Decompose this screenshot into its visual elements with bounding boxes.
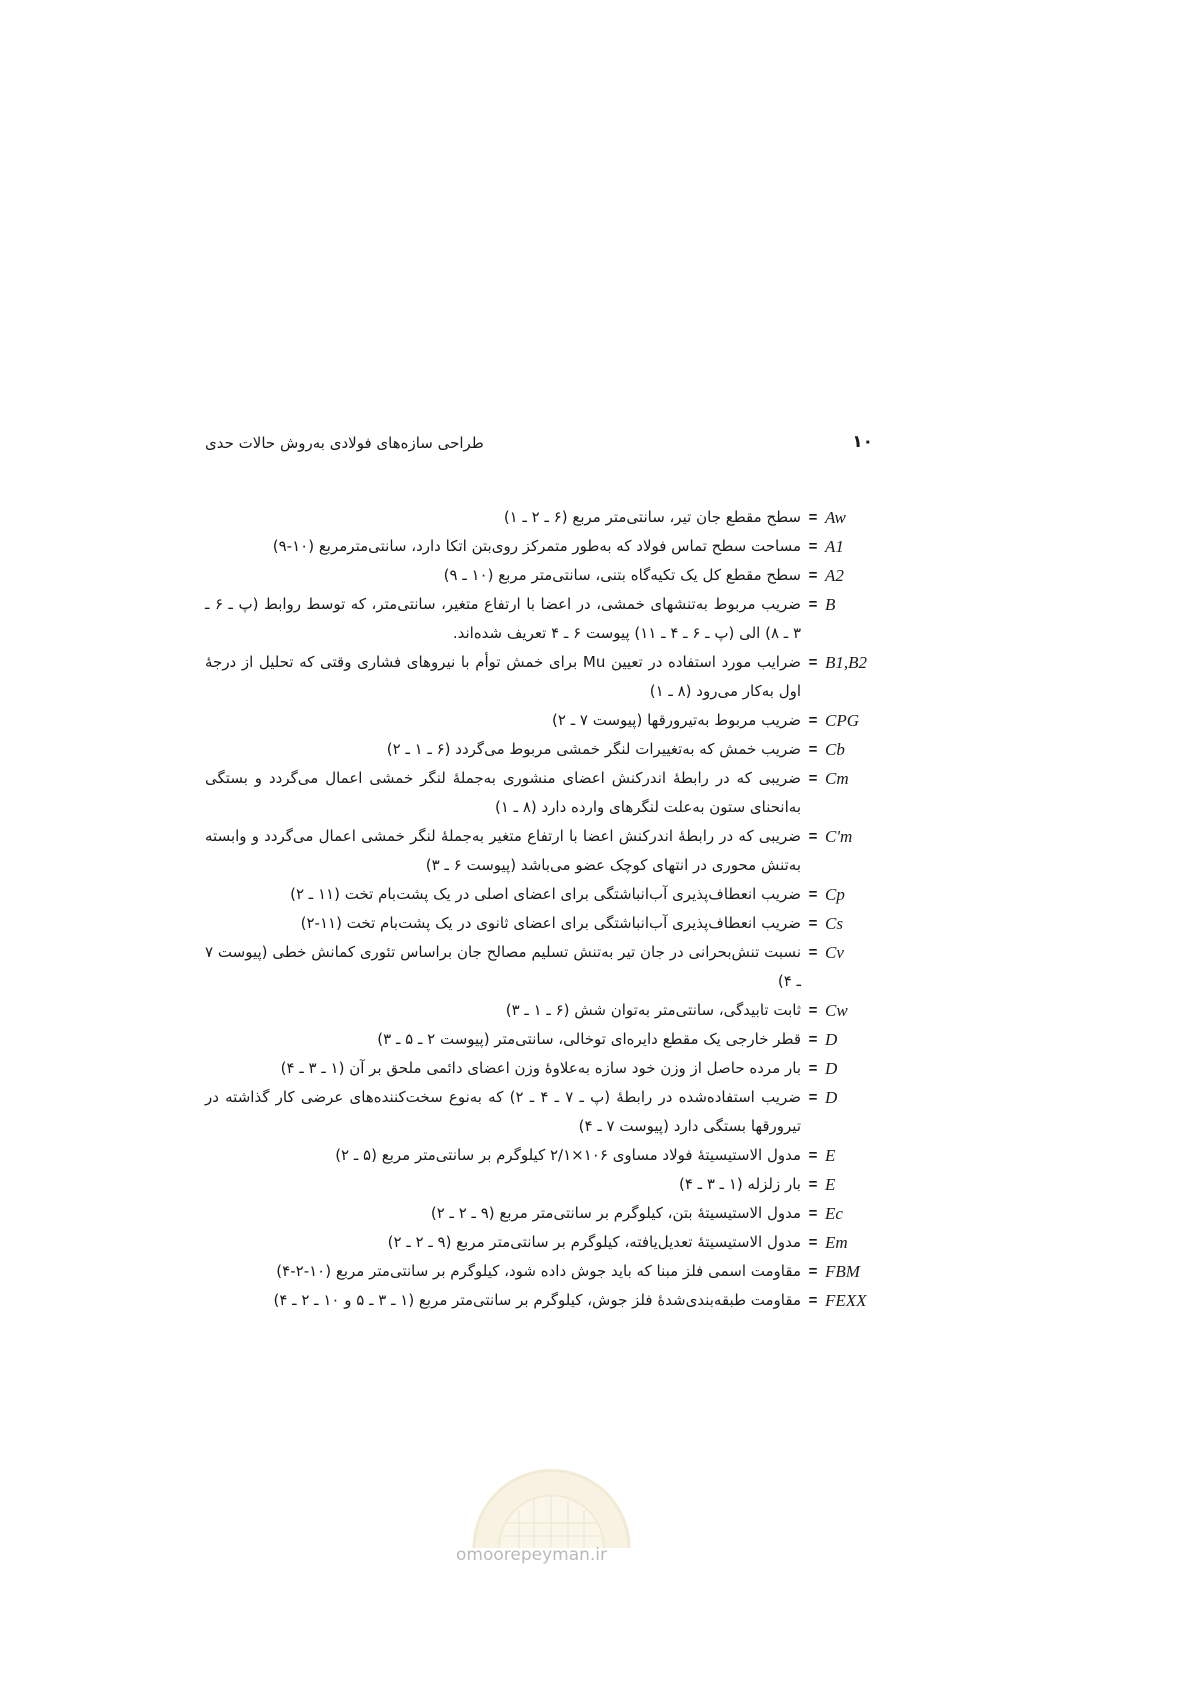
equals-sign: = xyxy=(808,886,818,903)
equals-sign: = xyxy=(808,1089,818,1106)
equals-sign: = xyxy=(808,538,818,555)
equals-sign: = xyxy=(808,1031,818,1048)
symbol-name: Cs xyxy=(825,914,843,933)
symbol-definition: مدول الاستیسیتهٔ بتن، کیلوگرم بر سانتی‌متر مربع (۹ ـ ۲ ـ ۲) xyxy=(430,1204,801,1222)
symbol-name: Cv xyxy=(825,943,844,962)
symbol-entry xyxy=(205,822,875,880)
symbol-entry xyxy=(205,938,875,996)
symbol-list xyxy=(205,503,875,1315)
symbol-entry xyxy=(205,1170,875,1199)
symbol-definition: ضرایب مورد استفاده در تعیین Mu برای خمش توأم با نیروهای فشاری وقتی که تحلیل از درجهٔ اول به‌کار می‌رود (۸ ـ ۱) xyxy=(205,653,801,700)
symbol-name: CPG xyxy=(825,711,859,730)
symbol-name: B1,B2 xyxy=(825,653,868,672)
symbol-entry xyxy=(205,1083,875,1141)
equals-sign: = xyxy=(808,712,818,729)
symbol-entry xyxy=(205,1286,875,1315)
symbol-definition: سطح مقطع کل یک تکیه‌گاه بتنی، سانتی‌متر مربع (۱۰ ـ ۹) xyxy=(443,566,801,584)
symbol-entry xyxy=(205,764,875,822)
symbol-entry xyxy=(205,880,875,909)
symbol-definition: مقاومت طبقه‌بندی‌شدهٔ فلز جوش، کیلوگرم بر سانتی‌متر مربع (۱ ـ ۳ ـ ۵ و ۱۰ ـ ۲ ـ ۴) xyxy=(273,1291,801,1309)
symbol-name: Cw xyxy=(825,1001,848,1020)
symbol-name: D xyxy=(825,1030,838,1049)
symbol-definition: نسبت تنش‌بحرانی در جان تیر به‌تنش تسلیم مصالح جان براساس تئوری کمانش خطی (پیوست ۷ ـ ۴) xyxy=(205,943,801,990)
page-header xyxy=(205,432,875,460)
symbol-name: D xyxy=(825,1059,838,1078)
symbol-name: FBM xyxy=(825,1262,860,1281)
symbol-name: D xyxy=(825,1088,838,1107)
equals-sign: = xyxy=(808,509,818,526)
symbol-entry xyxy=(205,996,875,1025)
symbol-name: Aw xyxy=(825,508,846,527)
equals-sign: = xyxy=(808,1176,818,1193)
symbol-entry xyxy=(205,1054,875,1083)
symbol-definition: ضریب مربوط به‌تنشهای خمشی، در اعضا با ارتفاع متغیر، سانتی‌متر، که توسط روابط (پ ـ ۶ ـ ۳ ـ ۸) الی (پ ـ ۶ ـ ۴ ـ ۱۱) پیوست ۶ ـ ۴ تعریف شده‌اند. xyxy=(205,595,802,642)
symbol-entry xyxy=(205,1257,875,1286)
equals-sign: = xyxy=(808,944,818,961)
page-number: ۱۰ xyxy=(852,432,873,452)
symbol-definition: قطر خارجی یک مقطع دایره‌ای توخالی، سانتی‌متر (پیوست ۲ ـ ۵ ـ ۳) xyxy=(377,1030,801,1048)
watermark-url: omoorepeyman.ir xyxy=(456,1545,608,1565)
symbol-entry xyxy=(205,1141,875,1170)
symbol-name: Cb xyxy=(825,740,845,759)
symbol-name: Em xyxy=(825,1233,848,1252)
symbol-name: E xyxy=(825,1146,836,1165)
equals-sign: = xyxy=(808,567,818,584)
symbol-entry xyxy=(205,909,875,938)
symbol-definition: مدول الاستیسیتهٔ تعدیل‌یافته، کیلوگرم بر سانتی‌متر مربع (۹ ـ ۲ ـ ۲) xyxy=(387,1233,801,1251)
symbol-entry xyxy=(205,648,875,706)
symbol-name: A1 xyxy=(825,537,844,556)
symbol-definition: ضریبی که در رابطهٔ اندرکنش اعضای منشوری به‌جملهٔ لنگر خمشی اعمال می‌گردد و بستگی به‌انحنای ستون به‌علت لنگرهای وارده دارد (۸ ـ ۱) xyxy=(205,769,801,816)
symbol-name: B xyxy=(825,595,836,614)
running-title: طراحی سازه‌های فولادی به‌روش حالات حدی xyxy=(205,434,484,452)
equals-sign: = xyxy=(808,1002,818,1019)
symbol-definition: ثابت تابیدگی، سانتی‌متر به‌توان شش (۶ ـ ۱ ـ ۳) xyxy=(505,1001,801,1019)
equals-sign: = xyxy=(808,915,818,932)
symbol-definition: ضریب خمش که به‌تغییرات لنگر خمشی مربوط می‌گردد (۶ ـ ۱ ـ ۲) xyxy=(386,740,801,758)
symbol-entry xyxy=(205,735,875,764)
symbol-entry xyxy=(205,706,875,735)
symbol-definition: مقاومت اسمی فلز مبنا که باید جوش داده شود، کیلوگرم بر سانتی‌متر مربع (۱۰-۲-۴) xyxy=(276,1262,801,1280)
symbol-name: E xyxy=(825,1175,836,1194)
symbol-definition: ضریبی که در رابطهٔ اندرکنش اعضا با ارتفاع متغیر به‌جملهٔ لنگر خمشی اعمال می‌گردد و وابسته به‌تنش محوری در انتهای کوچک عضو می‌باشد (پیوست ۶ ـ ۳) xyxy=(205,827,801,874)
symbol-entry xyxy=(205,532,875,561)
equals-sign: = xyxy=(808,654,818,671)
equals-sign: = xyxy=(808,1205,818,1222)
equals-sign: = xyxy=(808,1263,818,1280)
symbol-definition: بار مرده حاصل از وزن خود سازه به‌علاوهٔ وزن اعضای دائمی ملحق بر آن (۱ ـ ۳ ـ ۴) xyxy=(280,1059,801,1077)
symbol-definition: ضریب مربوط به‌تیرورقها (پیوست ۷ ـ ۲) xyxy=(552,711,801,729)
symbol-definition: ضریب استفاده‌شده در رابطهٔ (پ ـ ۷ ـ ۴ ـ ۲) که به‌نوع سخت‌کننده‌های عرضی کار گذاشته در تیرورقها بستگی دارد (پیوست ۷ ـ ۴) xyxy=(205,1088,801,1135)
equals-sign: = xyxy=(808,828,818,845)
symbol-entry xyxy=(205,1228,875,1257)
equals-sign: = xyxy=(808,741,818,758)
equals-sign: = xyxy=(808,1147,818,1164)
symbol-entry xyxy=(205,561,875,590)
symbol-name: Cm xyxy=(825,769,849,788)
symbol-definition: سطح مقطع جان تیر، سانتی‌متر مربع (۶ ـ ۲ ـ ۱) xyxy=(503,508,801,526)
symbol-definition: مساحت سطح تماس فولاد که به‌طور متمرکز روی‌بتن اتکا دارد، سانتی‌مترمربع (۱۰-۹) xyxy=(272,537,801,555)
symbol-definition: بار زلزله (۱ ـ ۳ ـ ۴) xyxy=(678,1175,801,1193)
equals-sign: = xyxy=(808,770,818,787)
equals-sign: = xyxy=(808,596,818,613)
symbol-definition: ضریب انعطاف‌پذیری آب‌انباشتگی برای اعضای ثانوی در یک پشت‌بام تخت (۱۱-۲) xyxy=(300,914,801,932)
equals-sign: = xyxy=(808,1234,818,1251)
symbol-definition: مدول الاستیسیتهٔ فولاد مساوی ۱۰۶×۲/۱ کیلوگرم بر سانتی‌متر مربع (۵ ـ ۲) xyxy=(335,1146,801,1164)
symbol-definition: ضریب انعطاف‌پذیری آب‌انباشتگی برای اعضای اصلی در یک پشت‌بام تخت (۱۱ ـ ۲) xyxy=(290,885,801,903)
symbol-name: C'm xyxy=(825,827,853,846)
symbol-entry xyxy=(205,1199,875,1228)
equals-sign: = xyxy=(808,1060,818,1077)
symbol-entry xyxy=(205,590,875,648)
symbol-name: A2 xyxy=(825,566,844,585)
symbol-name: Ec xyxy=(825,1204,843,1223)
watermark-logo xyxy=(464,1448,639,1548)
equals-sign: = xyxy=(808,1292,818,1309)
symbol-entry xyxy=(205,1025,875,1054)
symbol-name: Cp xyxy=(825,885,845,904)
symbol-name: FEXX xyxy=(825,1291,867,1310)
symbol-entry xyxy=(205,503,875,532)
